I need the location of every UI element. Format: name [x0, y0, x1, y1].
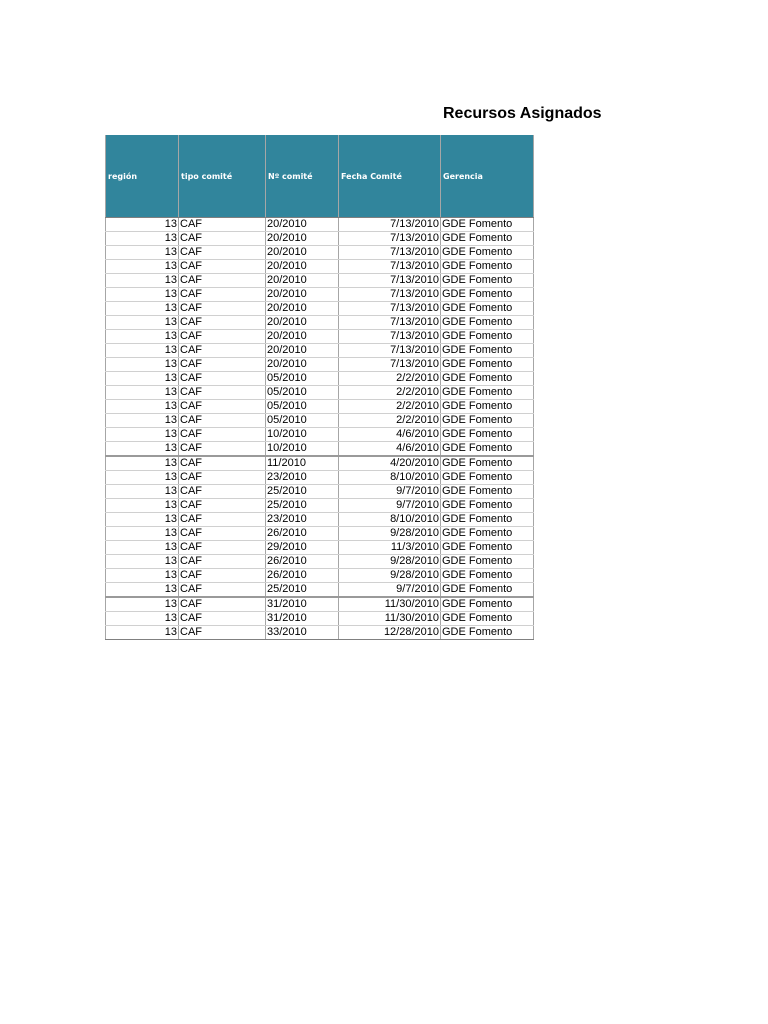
table-row: [106, 414, 534, 428]
table-row: [106, 612, 534, 626]
cell-tipo-comite: CAF: [179, 414, 266, 428]
cell-tipo-comite: CAF: [179, 597, 266, 612]
cell-gerencia: GDE Fomento: [441, 400, 534, 414]
cell-region: 13: [106, 288, 179, 302]
cell-fecha-comite: 7/13/2010: [339, 288, 441, 302]
table-row: [106, 372, 534, 386]
cell-gerencia: GDE Fomento: [441, 358, 534, 372]
cell-tipo-comite: CAF: [179, 316, 266, 330]
table-row: [106, 232, 534, 246]
column-header-gerencia: Gerencia: [441, 135, 534, 218]
table-row: [106, 386, 534, 400]
cell-tipo-comite: CAF: [179, 555, 266, 569]
table-row: [106, 428, 534, 442]
cell-region: 13: [106, 372, 179, 386]
table-row: [106, 569, 534, 583]
cell-region: 13: [106, 316, 179, 330]
cell-tipo-comite: CAF: [179, 499, 266, 513]
cell-tipo-comite: CAF: [179, 569, 266, 583]
cell-tipo-comite: CAF: [179, 471, 266, 485]
cell-numero-comite: 20/2010: [266, 344, 339, 358]
cell-gerencia: GDE Fomento: [441, 499, 534, 513]
cell-fecha-comite: 9/7/2010: [339, 499, 441, 513]
table-row: [106, 330, 534, 344]
cell-tipo-comite: CAF: [179, 330, 266, 344]
cell-tipo-comite: CAF: [179, 232, 266, 246]
cell-numero-comite: 10/2010: [266, 442, 339, 457]
cell-gerencia: GDE Fomento: [441, 372, 534, 386]
table-row: [106, 597, 534, 612]
cell-tipo-comite: CAF: [179, 485, 266, 499]
column-header-fecha-comite: Fecha Comité: [339, 135, 441, 218]
cell-tipo-comite: CAF: [179, 442, 266, 457]
cell-gerencia: GDE Fomento: [441, 583, 534, 598]
cell-numero-comite: 20/2010: [266, 260, 339, 274]
cell-gerencia: GDE Fomento: [441, 485, 534, 499]
cell-fecha-comite: 9/7/2010: [339, 583, 441, 598]
cell-region: 13: [106, 527, 179, 541]
cell-tipo-comite: CAF: [179, 344, 266, 358]
cell-region: 13: [106, 541, 179, 555]
cell-tipo-comite: CAF: [179, 513, 266, 527]
cell-region: 13: [106, 471, 179, 485]
cell-region: 13: [106, 302, 179, 316]
cell-tipo-comite: CAF: [179, 428, 266, 442]
cell-numero-comite: 20/2010: [266, 274, 339, 288]
spreadsheet: [105, 135, 533, 640]
cell-region: 13: [106, 414, 179, 428]
table-row: [106, 288, 534, 302]
table-row: [106, 485, 534, 499]
table-row: [106, 456, 534, 471]
cell-region: 13: [106, 260, 179, 274]
cell-numero-comite: 25/2010: [266, 583, 339, 598]
cell-numero-comite: 05/2010: [266, 386, 339, 400]
cell-numero-comite: 23/2010: [266, 471, 339, 485]
table-row: [106, 527, 534, 541]
cell-numero-comite: 31/2010: [266, 597, 339, 612]
cell-tipo-comite: CAF: [179, 288, 266, 302]
table-row: [106, 626, 534, 640]
cell-tipo-comite: CAF: [179, 456, 266, 471]
cell-gerencia: GDE Fomento: [441, 626, 534, 640]
cell-numero-comite: 26/2010: [266, 555, 339, 569]
cell-numero-comite: 25/2010: [266, 499, 339, 513]
cell-fecha-comite: 7/13/2010: [339, 344, 441, 358]
table-row: [106, 260, 534, 274]
cell-region: 13: [106, 569, 179, 583]
cell-region: 13: [106, 555, 179, 569]
cell-region: 13: [106, 442, 179, 457]
cell-numero-comite: 33/2010: [266, 626, 339, 640]
cell-gerencia: GDE Fomento: [441, 442, 534, 457]
cell-tipo-comite: CAF: [179, 527, 266, 541]
table-row: [106, 302, 534, 316]
cell-fecha-comite: 8/10/2010: [339, 471, 441, 485]
cell-gerencia: GDE Fomento: [441, 541, 534, 555]
cell-gerencia: GDE Fomento: [441, 555, 534, 569]
cell-fecha-comite: 7/13/2010: [339, 260, 441, 274]
cell-gerencia: GDE Fomento: [441, 456, 534, 471]
cell-fecha-comite: 2/2/2010: [339, 372, 441, 386]
cell-numero-comite: 20/2010: [266, 288, 339, 302]
cell-tipo-comite: CAF: [179, 386, 266, 400]
cell-numero-comite: 20/2010: [266, 330, 339, 344]
table-row: [106, 513, 534, 527]
cell-fecha-comite: 7/13/2010: [339, 302, 441, 316]
cell-gerencia: GDE Fomento: [441, 597, 534, 612]
cell-fecha-comite: 9/28/2010: [339, 569, 441, 583]
cell-numero-comite: 26/2010: [266, 569, 339, 583]
cell-gerencia: GDE Fomento: [441, 232, 534, 246]
cell-tipo-comite: CAF: [179, 260, 266, 274]
cell-fecha-comite: 4/6/2010: [339, 442, 441, 457]
cell-fecha-comite: 7/13/2010: [339, 358, 441, 372]
cell-region: 13: [106, 232, 179, 246]
cell-region: 13: [106, 330, 179, 344]
cell-fecha-comite: 7/13/2010: [339, 274, 441, 288]
cell-fecha-comite: 11/30/2010: [339, 612, 441, 626]
table-row: [106, 218, 534, 232]
cell-numero-comite: 20/2010: [266, 358, 339, 372]
cell-region: 13: [106, 597, 179, 612]
cell-gerencia: GDE Fomento: [441, 274, 534, 288]
cell-region: 13: [106, 358, 179, 372]
cell-fecha-comite: 7/13/2010: [339, 316, 441, 330]
cell-gerencia: GDE Fomento: [441, 612, 534, 626]
cell-numero-comite: 29/2010: [266, 541, 339, 555]
cell-region: 13: [106, 456, 179, 471]
cell-numero-comite: 20/2010: [266, 302, 339, 316]
cell-fecha-comite: 8/10/2010: [339, 513, 441, 527]
cell-gerencia: GDE Fomento: [441, 513, 534, 527]
cell-region: 13: [106, 485, 179, 499]
table-row: [106, 471, 534, 485]
cell-fecha-comite: 4/20/2010: [339, 456, 441, 471]
cell-region: 13: [106, 626, 179, 640]
cell-region: 13: [106, 386, 179, 400]
cell-gerencia: GDE Fomento: [441, 527, 534, 541]
cell-gerencia: GDE Fomento: [441, 344, 534, 358]
cell-tipo-comite: CAF: [179, 218, 266, 232]
cell-numero-comite: 26/2010: [266, 527, 339, 541]
table-row: [106, 499, 534, 513]
table-row: [106, 316, 534, 330]
cell-gerencia: GDE Fomento: [441, 260, 534, 274]
cell-fecha-comite: 7/13/2010: [339, 246, 441, 260]
cell-gerencia: GDE Fomento: [441, 386, 534, 400]
cell-numero-comite: 20/2010: [266, 246, 339, 260]
cell-gerencia: GDE Fomento: [441, 316, 534, 330]
cell-tipo-comite: CAF: [179, 302, 266, 316]
cell-numero-comite: 20/2010: [266, 232, 339, 246]
cell-tipo-comite: CAF: [179, 274, 266, 288]
column-header-tipo-comite: tipo comité: [179, 135, 266, 218]
column-header-region: región: [106, 135, 179, 218]
cell-numero-comite: 05/2010: [266, 414, 339, 428]
table-body: [106, 218, 534, 640]
table-row: [106, 246, 534, 260]
header-row: [106, 135, 534, 218]
cell-region: 13: [106, 344, 179, 358]
table-row: [106, 541, 534, 555]
cell-numero-comite: 05/2010: [266, 400, 339, 414]
cell-numero-comite: 05/2010: [266, 372, 339, 386]
cell-fecha-comite: 11/30/2010: [339, 597, 441, 612]
cell-fecha-comite: 9/28/2010: [339, 527, 441, 541]
cell-region: 13: [106, 218, 179, 232]
page-title: Recursos Asignados: [443, 105, 602, 122]
cell-region: 13: [106, 513, 179, 527]
cell-numero-comite: 31/2010: [266, 612, 339, 626]
table-row: [106, 358, 534, 372]
cell-region: 13: [106, 583, 179, 598]
cell-gerencia: GDE Fomento: [441, 471, 534, 485]
data-table: [105, 135, 534, 640]
cell-region: 13: [106, 274, 179, 288]
cell-gerencia: GDE Fomento: [441, 330, 534, 344]
cell-gerencia: GDE Fomento: [441, 218, 534, 232]
cell-numero-comite: 20/2010: [266, 316, 339, 330]
cell-tipo-comite: CAF: [179, 583, 266, 598]
cell-tipo-comite: CAF: [179, 372, 266, 386]
cell-fecha-comite: 9/7/2010: [339, 485, 441, 499]
cell-gerencia: GDE Fomento: [441, 414, 534, 428]
cell-gerencia: GDE Fomento: [441, 569, 534, 583]
cell-gerencia: GDE Fomento: [441, 428, 534, 442]
cell-region: 13: [106, 428, 179, 442]
cell-fecha-comite: 7/13/2010: [339, 232, 441, 246]
cell-tipo-comite: CAF: [179, 246, 266, 260]
cell-region: 13: [106, 499, 179, 513]
cell-region: 13: [106, 612, 179, 626]
cell-gerencia: GDE Fomento: [441, 302, 534, 316]
cell-tipo-comite: CAF: [179, 612, 266, 626]
table-row: [106, 555, 534, 569]
table-row: [106, 344, 534, 358]
cell-numero-comite: 20/2010: [266, 218, 339, 232]
cell-numero-comite: 11/2010: [266, 456, 339, 471]
cell-numero-comite: 23/2010: [266, 513, 339, 527]
cell-gerencia: GDE Fomento: [441, 288, 534, 302]
cell-fecha-comite: 4/6/2010: [339, 428, 441, 442]
cell-fecha-comite: 7/13/2010: [339, 218, 441, 232]
cell-gerencia: GDE Fomento: [441, 246, 534, 260]
cell-fecha-comite: 7/13/2010: [339, 330, 441, 344]
cell-fecha-comite: 9/28/2010: [339, 555, 441, 569]
table-row: [106, 442, 534, 457]
cell-tipo-comite: CAF: [179, 358, 266, 372]
table-row: [106, 583, 534, 598]
cell-region: 13: [106, 246, 179, 260]
title-clip: [380, 104, 602, 128]
table-row: [106, 274, 534, 288]
cell-fecha-comite: 2/2/2010: [339, 386, 441, 400]
cell-region: 13: [106, 400, 179, 414]
table-header: [106, 135, 534, 218]
cell-tipo-comite: CAF: [179, 400, 266, 414]
cell-fecha-comite: 12/28/2010: [339, 626, 441, 640]
cell-tipo-comite: CAF: [179, 541, 266, 555]
cell-fecha-comite: 11/3/2010: [339, 541, 441, 555]
column-header-numero-comite: Nº comité: [266, 135, 339, 218]
cell-tipo-comite: CAF: [179, 626, 266, 640]
cell-numero-comite: 10/2010: [266, 428, 339, 442]
cell-fecha-comite: 2/2/2010: [339, 414, 441, 428]
cell-fecha-comite: 2/2/2010: [339, 400, 441, 414]
cell-numero-comite: 25/2010: [266, 485, 339, 499]
table-row: [106, 400, 534, 414]
